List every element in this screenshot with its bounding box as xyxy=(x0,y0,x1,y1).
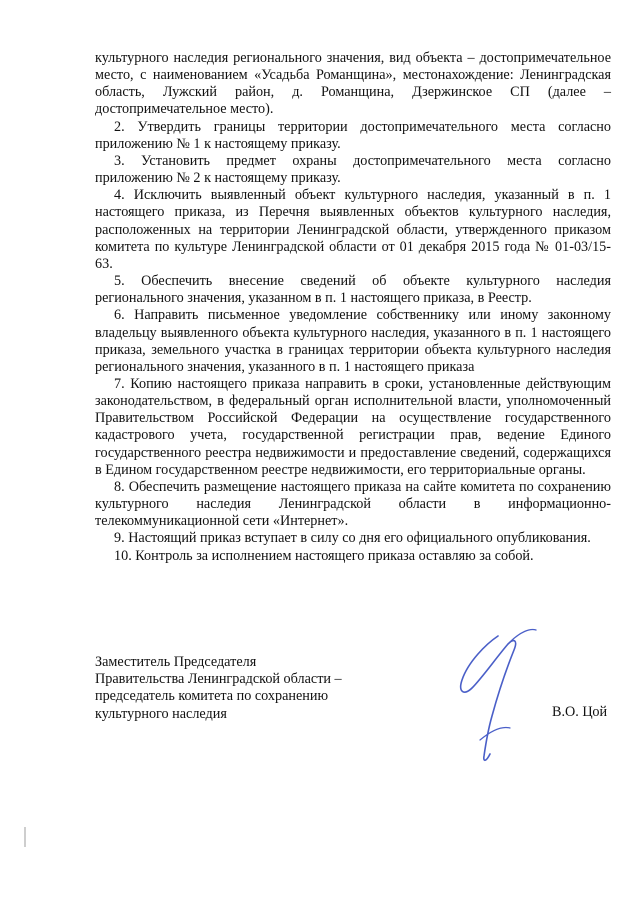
paragraph-item-5: 5. Обеспечить внесение сведений об объекте культурного наследия регионального значения, указанном в п. 1 настоящего приказа, в Реестр. xyxy=(95,273,611,307)
paragraph-intro-continuation: культурного наследия регионального значения, вид объекта – достопримечательное место, с наименованием «Усадьба Романщина», местонахождение: Ленинградская область, Лужский район, д. Романщина, Дзержинское СП (далее – достопримечательное место). xyxy=(95,50,611,118)
paragraph-item-7: 7. Копию настоящего приказа направить в сроки, установленные действующим законодательством, в федеральный орган исполнительной власти, уполномоченный Правительством Российской Федерации на осуществление государственного кадастрового учета, государственной регистрации прав, ведение Единого государственного реестра недвижимости и предоставление сведений, содержащихся в Едином государственном реестре недвижимости, его территориальные органы. xyxy=(95,375,611,478)
paragraph-item-3: 3. Установить предмет охраны достопримечательного места согласно приложению № 2 к настоящему приказу. xyxy=(95,152,611,187)
handwritten-signature xyxy=(440,622,540,772)
paragraph-item-9: 9. Настоящий приказ вступает в силу со дня его официального опубликования. xyxy=(114,530,591,547)
signatory-title-line-4: культурного наследия xyxy=(95,705,227,722)
scan-margin-mark xyxy=(22,826,28,848)
signer-name: В.О. Цой xyxy=(552,704,608,720)
paragraph-item-6: 6. Направить письменное уведомление собственнику или иному законному владельцу выявленного объекта культурного наследия, указанного в п. 1 настоящего приказа, земельного участка в границах территории объекта культурного наследия регионального значения, указанного в п. 1 настоящего приказа xyxy=(95,307,611,375)
signatory-title-line-3: председатель комитета по сохранению xyxy=(95,688,329,705)
paragraph-item-8: 8. Обеспечить размещение настоящего приказа на сайте комитета по сохранению культурного наследия Ленинградской области в информационно-телекоммуникационной сети «Интернет». xyxy=(95,478,611,530)
paragraph-item-4: 4. Исключить выявленный объект культурного наследия, указанный в п. 1 настоящего приказа, из Перечня выявленных объектов культурного наследия, расположенных на территории Ленинградской области, утвержденного приказом комитета по культуре Ленинградской области от 01 декабря 2015 года № 01-03/15-63. xyxy=(95,187,611,272)
paragraph-item-10: 10. Контроль за исполнением настоящего приказа оставляю за собой. xyxy=(114,547,534,564)
document-body xyxy=(95,50,611,565)
signatory-position xyxy=(95,654,395,723)
signatory-title-line-1: Заместитель Председателя xyxy=(95,654,257,670)
signatory-title-line-2: Правительства Ленинградской области – xyxy=(95,671,342,688)
paragraph-item-2: 2. Утвердить границы территории достопримечательного места согласно приложению № 1 к настоящему приказу. xyxy=(95,118,611,152)
